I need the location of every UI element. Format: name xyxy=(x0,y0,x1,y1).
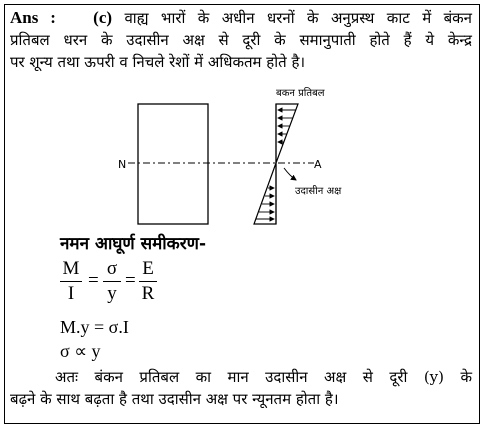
answer-line-3: पर शून्य तथा ऊपरी व निचले रेशों में अधिकतम होते है। xyxy=(10,53,306,71)
neutral-axis-pointer xyxy=(284,168,296,180)
beam-section xyxy=(138,104,208,224)
tensile-stress-triangle xyxy=(254,163,276,224)
fraction-2-denominator: y xyxy=(107,283,117,304)
answer-text-1: वाह्य भारों के अधीन धरनों के अनुप्रस्थ काट में बंकन xyxy=(124,9,472,27)
conclusion-line-1: अतः बंकन प्रतिबल का मान उदासीन अक्ष से दूरी (y) के xyxy=(55,368,472,386)
equation-line-3: σ ∝ y xyxy=(60,341,101,361)
neutral-axis-label: उदासीन अक्ष xyxy=(295,186,342,197)
fraction-1-numerator: M xyxy=(62,258,80,279)
bending-stress-diagram xyxy=(100,84,360,234)
fraction-m-over-i xyxy=(60,258,82,305)
answer-line-1 xyxy=(10,7,472,29)
equation-heading: नमन आघूर्ण समीकरण- xyxy=(60,234,207,254)
fraction-3-denominator: R xyxy=(141,283,155,304)
fraction-3-numerator: E xyxy=(142,258,154,279)
answer-line-2: प्रतिबल धरन के उदासीन अक्ष से दूरी के समानुपाती होते हैं ये केन्द्र xyxy=(10,31,472,49)
stress-label: बकन प्रतिबल xyxy=(276,88,325,99)
conclusion-paragraph xyxy=(10,366,472,410)
fraction-e-over-r xyxy=(139,258,157,305)
compressive-stress-arrows xyxy=(278,110,296,142)
answer-option: (c) xyxy=(93,8,113,27)
fraction-sigma-over-y xyxy=(103,258,121,305)
compressive-stress-triangle xyxy=(276,104,298,163)
equation-line-2: M.y = σ.I xyxy=(60,317,129,337)
fraction-1-denominator: I xyxy=(67,283,75,304)
fraction-2-numerator: σ xyxy=(106,258,118,279)
axis-label-a: A xyxy=(314,158,322,171)
equals-sign-1: = xyxy=(88,270,99,291)
equals-sign-2: = xyxy=(125,270,136,291)
answer-paragraph xyxy=(10,7,472,73)
axis-label-n: N xyxy=(118,158,127,171)
answer-label: Ans : xyxy=(10,8,56,27)
conclusion-line-2: बढ़ने के साथ बढ़ता है तथा उदासीन अक्ष पर न्यूनतम होता है। xyxy=(10,390,339,408)
